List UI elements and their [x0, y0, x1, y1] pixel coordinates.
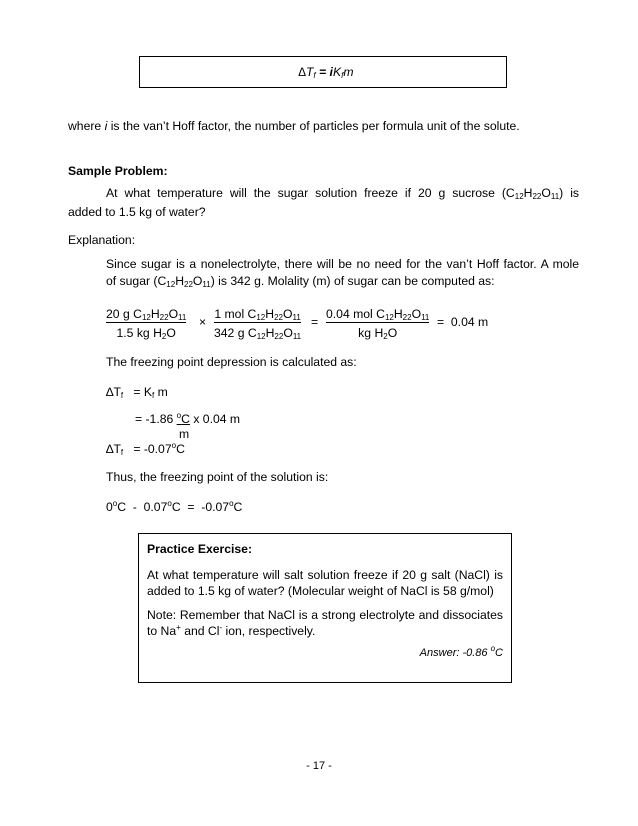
vant-hoff-definition: where i is the van’t Hoff factor, the number of particles per formula unit of the solute.	[68, 119, 520, 133]
fpd-unit-denominator: m	[179, 427, 190, 441]
practice-heading: Practice Exercise:	[147, 542, 253, 556]
fraction-molality: 0.04 mol $C_{12}H_{22}O_{11}$ kg $H_2O$	[326, 307, 430, 341]
practice-note: Note: Remember that NaCl is a strong electrolyte and dissociates to Na+ and Cl- ion, respectively.	[147, 608, 503, 638]
explanation-line-1: Since sugar is a nonelectrolyte, there will be no need for the van’t Hoff factor. A mole	[106, 257, 579, 271]
fpd-intro: The freezing point depression is calculated as:	[106, 355, 357, 369]
fpd-line-3: $\Delta T_f$ = $-0.07^oC$	[106, 441, 185, 457]
times-sign: ×	[199, 315, 207, 329]
fpd-line-2: = -1.86 $^o$C x 0.04 m	[135, 411, 241, 426]
fraction-molar-mass: 1 mol $C_{12}H_{22}O_{11}$ 342 g $C_{12}H_{22}O_{11}$	[214, 307, 302, 341]
molality-result: = 0.04 m	[437, 315, 489, 329]
practice-answer: Answer: -0.86 $^o$C	[419, 644, 503, 659]
formula: $\Delta T_f = iK_fm$	[298, 65, 354, 80]
practice-exercise-box	[138, 533, 512, 683]
page-number: - 17 -	[306, 760, 332, 772]
explanation-line-2: of sugar $(C_{12}H_{22}O_{11})$ is 342 g. Molality (m) of sugar can be computed as:	[106, 274, 495, 289]
question-line-2: added to 1.5 kg of water?	[68, 205, 206, 219]
formula-box	[139, 56, 507, 88]
sample-problem-heading: Sample Problem:	[68, 164, 168, 178]
equals-sign-1: =	[311, 315, 319, 329]
explanation-heading: Explanation:	[68, 233, 136, 247]
thus-statement: Thus, the freezing point of the solution is:	[106, 470, 329, 484]
practice-question: At what temperature will salt solution freeze if 20 g salt (NaCl) is added to 1.5 kg of water? (Molecular weight of NaCl is 58 g/mol)	[147, 568, 503, 598]
final-answer: 0$^o$C - 0.07$^o$C = -0.07$^o$C	[106, 499, 243, 514]
fraction-sugar-mass: $\frac{20 g C_{12}H_{22}O_{11}}{1.5 kg H_2O}$	[106, 307, 187, 341]
question-line-1: At what temperature will the sugar solution freeze if 20 g sucrose $(C_{12}H_{22}O_{11})$ is	[106, 186, 579, 201]
fpd-line-1: $\Delta T_f$ = $K_f$ m	[106, 385, 168, 400]
